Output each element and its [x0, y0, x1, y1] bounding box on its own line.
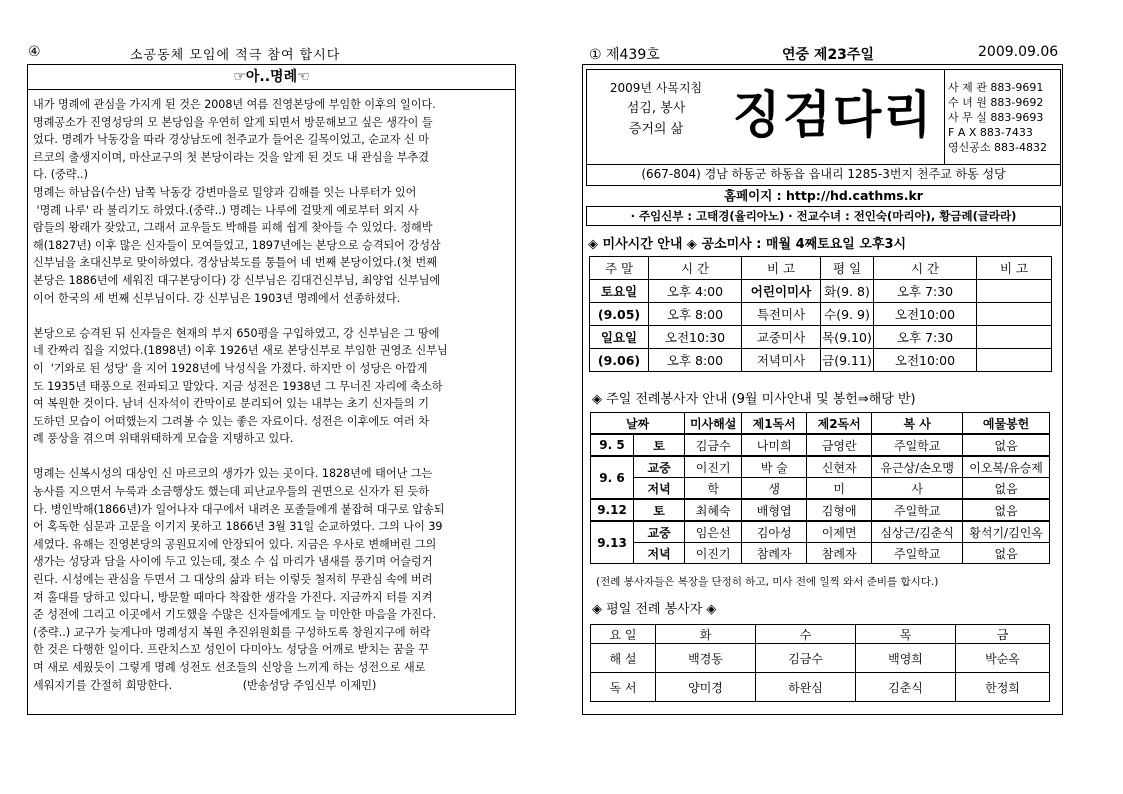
col-reading1: 제1독서: [742, 413, 807, 435]
essay-line: 명례는 신복시성의 대상인 신 마르코의 생가가 있는 곳이다. 1828년에 태어난 그는: [33, 467, 433, 481]
cell: 학: [685, 478, 742, 500]
essay-line: 신부님을 초대신부로 맞이하였다. 경상남북도를 통틀어 네 번째 본당이었다.(첫 번째: [33, 256, 437, 270]
col-fri: 금: [956, 625, 1050, 644]
role-cell: 독 서: [591, 673, 656, 702]
cell: 임은선: [685, 521, 742, 543]
cell: 김형애: [807, 499, 872, 521]
cell: 심상근/김춘식: [872, 521, 963, 543]
cell: 백영희: [856, 644, 956, 673]
essay-line: 도 1935년 태풍으로 전파되고 말았다. 지금 성전은 1938년 그 무너진 자리에 축소하: [33, 379, 443, 393]
weekday-cell: 화(9. 8): [821, 280, 874, 303]
mass-type-cell: 저녁: [634, 478, 685, 500]
cell: 이진기: [685, 543, 742, 564]
role-cell: 해 설: [591, 644, 656, 673]
note-cell: [977, 303, 1052, 326]
note-cell: 특전미사: [742, 303, 821, 326]
cell: 생: [742, 478, 807, 500]
cell: 하완심: [756, 673, 856, 702]
weekday-cell: 금(9.11): [821, 349, 874, 372]
cell: 최혜숙: [685, 499, 742, 521]
table-row: [591, 434, 1050, 456]
col-wed: 수: [756, 625, 856, 644]
essay-line: 례 풍상을 겪으며 위태위태하게 모습을 지탱하고 있다.: [33, 432, 294, 446]
essay-line: 해(1827년) 이후 많은 신자들이 모여들었고, 1897년에는 본당으로 승격되어 강성삼: [33, 238, 441, 252]
time-cell: 오후 8:00: [649, 303, 742, 326]
cell: 양미경: [656, 673, 756, 702]
essay-line: 져 홀대를 당하고 있다니, 방문할 때마다 착잡한 생각을 가진다. 지금까지 터를 지켜: [33, 590, 433, 604]
essay-line: 이어 한국의 세 번째 신부님이다. 강 신부님은 1903년 명례에서 선종하셨다.: [33, 291, 401, 305]
col-note: 비 고: [742, 257, 821, 280]
table-row: [591, 456, 1050, 478]
cell: 없음: [963, 478, 1050, 500]
time-cell: 오후 7:30: [874, 280, 977, 303]
essay-line: 명례는 하남읍(수산) 남쪽 낙동강 강변마을로 밀양과 김해를 잇는 나루터가 있어: [33, 185, 417, 199]
date-cell: 9.12: [591, 499, 634, 521]
pastoral-motto: [592, 78, 720, 140]
cell: 참례자: [807, 543, 872, 564]
note-cell: 저녁미사: [742, 349, 821, 372]
table-row: [591, 543, 1050, 564]
mass-type-cell: 교중: [634, 456, 685, 478]
contact-office: 사 무 실 883-9693: [948, 111, 1044, 124]
time-cell: 오전10:30: [649, 326, 742, 349]
essay-line: 세워지기를 간절히 희망한다. (반송성당 주임신부 이제민): [33, 678, 377, 692]
cell: 황석기/김인옥: [963, 521, 1050, 543]
cell: 없음: [963, 543, 1050, 564]
weekday-liturgy-table: [590, 624, 1050, 702]
col-commentary: 미사해설: [685, 413, 742, 435]
cell: 박 술: [742, 456, 807, 478]
date-cell: 9.13: [591, 521, 634, 564]
col-altar-server: 복 사: [872, 413, 963, 435]
essay-line: '명례 나루' 라 불리기도 하였다.(중략..) 명례는 나루에 걸맞게 예로부터 외지 사: [33, 203, 419, 217]
time-cell: 오후 7:30: [874, 326, 977, 349]
cell: 배형엽: [742, 499, 807, 521]
slogan: 소공동체 모임에 적극 참여 합시다: [130, 48, 341, 63]
weekday-cell: 수(9. 9): [821, 303, 874, 326]
date-cell: (9.05): [590, 303, 649, 326]
cell: 없음: [963, 499, 1050, 521]
essay-line: (중략..) 교구가 늦게나마 명례성지 복원 추진위원회를 구성하도록 창원지구에 허락: [33, 625, 431, 639]
essay-title: ☞아..명례☜: [27, 64, 516, 90]
essay-line: 내가 명례에 관심을 가지게 된 것은 2008년 여름 진영본당에 부임한 이후의 일이다.: [33, 98, 436, 111]
cell: 주일학교: [872, 543, 963, 564]
note-cell: [977, 280, 1052, 303]
liturgy-note: (전례 봉사자들은 복장을 단정히 하고, 미사 전에 일찍 와서 준비를 합시다.): [596, 576, 939, 588]
page-number: ④: [28, 44, 41, 60]
cell: 나미희: [742, 434, 807, 456]
mass-type-cell: 토: [634, 434, 685, 456]
contact-list: [944, 69, 1061, 165]
essay-line: 세였다. 유해는 진영본당의 공원묘지에 안장되어 있다. 지금은 우사로 변해버린 그의: [33, 537, 437, 551]
cell: 김금수: [685, 434, 742, 456]
church-address: (667-804) 경남 하동군 하동읍 읍내리 1285-3번지 천주교 하동 성당: [586, 164, 1061, 186]
issue-number: ① 제439호: [589, 47, 660, 63]
homepage-link[interactable]: 홈페이지 : http://hd.cathms.kr: [724, 188, 923, 203]
essay-line: 며 새로 세웠듯이 그렇게 명례 성전도 선조들의 신앙을 느끼게 하는 성전으로 새로: [33, 661, 426, 674]
essay-body: [33, 96, 511, 694]
motto-line-1: 섬김, 봉사: [626, 101, 686, 116]
table-row: [590, 349, 1052, 372]
col-tue: 화: [656, 625, 756, 644]
essay-line: 람들의 왕래가 잦았고, 그래서 교우들도 박해를 피해 쉽게 찾아들 수 있었다. 정해박: [33, 221, 433, 235]
cell: 김아성: [742, 521, 807, 543]
cell: 백경동: [656, 644, 756, 673]
day-cell: 일요일: [590, 326, 649, 349]
contact-mission: 영신공소 883-4832: [948, 141, 1047, 154]
liturgy-heading: ◈ 주일 전례봉사자 안내 (9월 미사안내 및 봉헌⇒해당 반): [592, 392, 916, 407]
note-cell: [977, 349, 1052, 372]
essay-line: 본당으로 승격된 뒤 신자들은 현재의 부지 650평을 구입하였고, 강 신부님은 그 땅에: [33, 326, 440, 340]
weekday-cell: 목(9.10): [821, 326, 874, 349]
cell: 박순옥: [956, 644, 1050, 673]
cell: 한정희: [956, 673, 1050, 702]
time-cell: 오전10:00: [874, 349, 977, 372]
mass-schedule-table: [589, 256, 1052, 372]
table-row: [591, 673, 1050, 702]
col-role: 요 일: [591, 625, 656, 644]
essay-line: 린다. 시성에는 관심을 두면서 그 대상의 삶과 터는 이렇듯 철저히 무관심 속에 버려: [33, 573, 433, 587]
mass-schedule-heading: ◈ 미사시간 안내 ◈ 공소미사 : 매월 4째토요일 오후3시: [588, 237, 907, 252]
cell: 김금수: [756, 644, 856, 673]
mass-type-cell: 저녁: [634, 543, 685, 564]
mass-type-cell: 토: [634, 499, 685, 521]
table-row: [591, 521, 1050, 543]
date-cell: (9.06): [590, 349, 649, 372]
table-row: [590, 303, 1052, 326]
essay-line: 농사를 지으면서 누룩과 소금행상도 했는데 피난교우들의 권면으로 신자가 된 듯하: [33, 485, 430, 499]
contact-convent: 수 녀 원 883-9692: [948, 96, 1044, 109]
day-cell: 토요일: [590, 280, 649, 303]
essay-line: 르코의 출생지이며, 마산교구의 첫 본당이라는 것을 알게 된 것도 내 관심을 부추겼: [33, 150, 429, 164]
note-cell: 교중미사: [742, 326, 821, 349]
cell: 주일학교: [872, 499, 963, 521]
col-weekday: 평 일: [821, 257, 874, 280]
cell: 신현자: [807, 456, 872, 478]
cell: 이오복/유승제: [963, 456, 1050, 478]
date-cell: 9. 5: [591, 434, 634, 456]
col-offering: 예물봉헌: [963, 413, 1050, 435]
table-row: [590, 326, 1052, 349]
cell: 주일학교: [872, 434, 963, 456]
weekday-liturgy-heading: ◈ 평일 전례 봉사자 ◈: [592, 602, 717, 617]
essay-line: 준 성전에 그리고 이곳에서 기도했을 수많은 신자들에게도 늘 미안한 마음을 가진다.: [33, 608, 437, 622]
table-row: [591, 478, 1050, 500]
table-header-row: [591, 413, 1050, 435]
mass-type-cell: 교중: [634, 521, 685, 543]
date-cell: 9. 6: [591, 456, 634, 499]
essay-line: 생가는 성당과 담을 사이에 두고 있는데, 젖소 수 십 마리가 냄새를 풍기며 어슬렁거: [33, 555, 433, 569]
clergy-staff: · 주임신부 : 고태경(율리아노) · 전교수녀 : 전인숙(마리아), 황금례(글라라): [586, 206, 1061, 226]
col-date: 날짜: [591, 413, 685, 435]
table-header-row: [591, 625, 1050, 644]
cell: 이진기: [685, 456, 742, 478]
essay-line: 어 혹독한 심문과 고문을 이기지 못하고 1866년 3월 31일 순교하였다. 그의 나이 39: [33, 520, 443, 534]
col-time: 시 간: [649, 257, 742, 280]
essay-line: 명례공소가 진영성당의 모 본당임을 우연히 알게 되면서 방문해보고 싶은 생각이 들: [33, 115, 433, 129]
table-row: [591, 499, 1050, 521]
essay-line: 한 것은 다행한 일이다. 프란치스꼬 성인이 다미아노 성당을 어깨로 받치는 꿈을 꾸: [33, 643, 429, 657]
col-reading2: 제2독서: [807, 413, 872, 435]
cell: 참례자: [742, 543, 807, 564]
liturgy-table: [590, 412, 1050, 564]
paragraph-gap: [33, 307, 511, 325]
note-cell: [977, 326, 1052, 349]
table-row: [590, 280, 1052, 303]
bulletin-logo: 징검다리: [732, 86, 934, 144]
cell: 금영란: [807, 434, 872, 456]
col-thu: 목: [856, 625, 956, 644]
essay-line: 네 칸짜리 집을 지었다.(1898년) 이후 1926년 새로 본당신부로 부임한 권영조 신부님: [33, 344, 448, 358]
contact-fax: F A X 883-7433: [948, 126, 1033, 139]
essay-line: 도하던 모습이 어떠했는지 그려볼 수 있는 좋은 자료이다. 성전은 이후에도 여러 차: [33, 414, 429, 428]
issue-date: 2009.09.06: [978, 44, 1059, 60]
motto-line-2: 증거의 삶: [628, 122, 684, 137]
col-weekend: 주 말: [590, 257, 649, 280]
table-row: [591, 644, 1050, 673]
essay-line: 여 복원한 것이다. 남녀 신자석이 칸막이로 분리되어 있는 내부는 초기 신자들의 기: [33, 397, 429, 411]
essay-line: 다. 병인박해(1866년)가 일어나자 대구에서 내려온 포졸들에게 붙잡혀 대구로 압송되: [33, 502, 445, 516]
note-cell: 어린이미사: [742, 280, 821, 303]
time-cell: 오후 8:00: [649, 349, 742, 372]
week-title: 연중 제23주일: [782, 47, 874, 63]
contact-rectory: 사 제 관 883-9691: [948, 81, 1044, 94]
essay-line: 본당은 1886년에 세워진 대구본당이다) 강 신부님은 김대건신부님, 최양업 신부님에: [33, 273, 441, 287]
time-cell: 오후 4:00: [649, 280, 742, 303]
essay-line: 이 '기와로 된 성당' 을 지어 1928년에 낙성식을 가졌다. 하지만 이 성당은 아깝게: [33, 361, 428, 375]
cell: 김춘식: [856, 673, 956, 702]
paragraph-gap: [33, 448, 511, 466]
essay-line: 다. (중략..): [33, 168, 88, 182]
cell: 사: [872, 478, 963, 500]
motto-year: 2009년 사목지침: [609, 81, 703, 95]
col-note: 비 고: [977, 257, 1052, 280]
essay-line: 었다. 명례가 낙동강을 따라 경상남도에 천주교가 들어온 길목이었고, 순교자 신 마: [33, 133, 429, 147]
col-time: 시 간: [874, 257, 977, 280]
cell: 없음: [963, 434, 1050, 456]
cell: 유근상/손오맹: [872, 456, 963, 478]
cell: 미: [807, 478, 872, 500]
time-cell: 오전10:00: [874, 303, 977, 326]
table-header-row: [590, 257, 1052, 280]
cell: 이제면: [807, 521, 872, 543]
